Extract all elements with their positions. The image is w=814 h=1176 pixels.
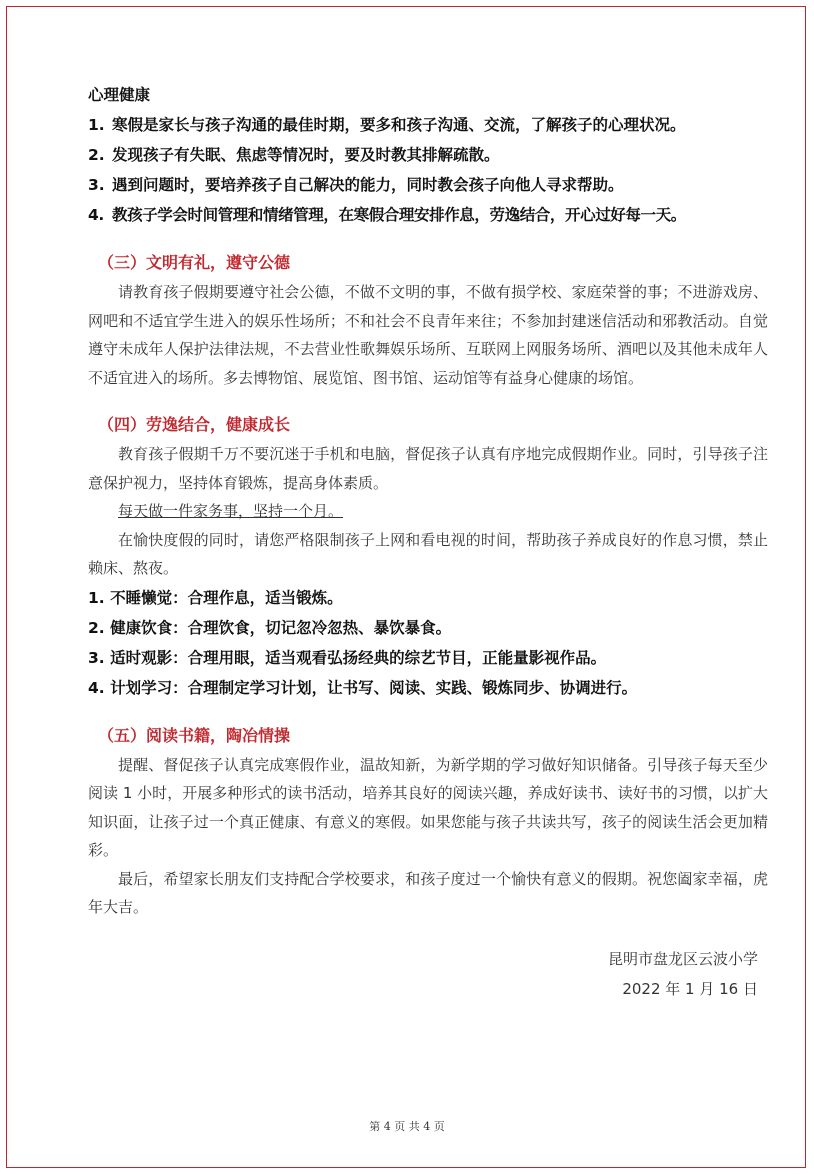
mental-health-title: 心理健康 [88,86,151,104]
document-body [88,80,768,1004]
mental-item-2: 2. 发现孩子有失眠、焦虑等情况时，要及时教其排解疏散。 [88,146,500,164]
section-5-paragraph: 提醒、督促孩子认真完成寒假作业，温故知新，为新学期的学习做好知识储备。引导孩子每天至少阅读 1 小时，开展多种形式的读书活动，培养其良好的阅读兴趣，养成好读书、读好书的习惯，以扩大知识面，让孩子过一个真正健康、有意义的寒假。如果您能与孩子共读共写，孩子的阅读生活会更加精彩。 [88,755,768,859]
section-4-paragraph-2: 在愉快度假的同时，请您严格限制孩子上网和看电视的时间，帮助孩子养成良好的作息习惯，禁止赖床、熬夜。 [88,530,768,577]
rest-item-1: 1. 不睡懒觉：合理作息，适当锻炼。 [88,588,343,607]
school-signature: 昆明市盘龙区云波小学 [607,949,758,968]
section-5-heading: （五）阅读书籍，陶冶情操 [98,725,291,745]
section-3-heading: （三）文明有礼，遵守公德 [98,253,291,272]
mental-item-3: 3. 遇到问题时，要培养孩子自己解决的能力，同时教会孩子向他人寻求帮助。 [88,176,624,194]
rest-item-4: 4. 计划学习：合理制定学习计划，让书写、阅读、实践、锻炼同步、协调进行。 [88,678,638,697]
closing-paragraph: 最后，希望家长朋友们支持配合学校要求，和孩子度过一个愉快有意义的假期。祝您阖家幸福，虎年大吉。 [88,869,768,916]
page-number-footer: 第 4 页 共 4 页 [369,1120,445,1133]
mental-item-4: 4. 教孩子学会时间管理和情绪管理，在寒假合理安排作息，劳逸结合，开心过好每一天。 [88,206,686,224]
chore-note: 每天做一件家务事，坚持一个月。 [118,502,344,520]
rest-item-3: 3. 适时观影：合理用眼，适当观看弘扬经典的综艺节目，正能量影视作品。 [88,648,607,667]
signature-date: 2022 年 1 月 16 日 [622,979,758,998]
section-4-paragraph-1: 教育孩子假期千万不要沉迷于手机和电脑，督促孩子认真有序地完成假期作业。同时，引导孩子注意保护视力，坚持体育锻炼，提高身体素质。 [88,445,768,492]
section-4-heading: （四）劳逸结合，健康成长 [98,415,291,434]
mental-item-1: 1. 寒假是家长与孩子沟通的最佳时期，要多和孩子沟通、交流，了解孩子的心理状况。 [88,116,686,134]
rest-item-2: 2. 健康饮食：合理饮食，切记忽冷忽热、暴饮暴食。 [88,618,452,637]
section-3-paragraph: 请教育孩子假期要遵守社会公德，不做不文明的事，不做有损学校、家庭荣誉的事；不进游戏房、网吧和不适宜学生进入的娱乐性场所；不和社会不良青年来往；不参加封建迷信活动和邪教活动。自觉遵守未成年人保护法律法规，不去营业性歌舞娱乐场所、互联网上网服务场所、酒吧以及其他未成年人不适宜进入的场所。多去博物馆、展览馆、图书馆、运动馆等有益身心健康的场馆。 [88,283,768,387]
